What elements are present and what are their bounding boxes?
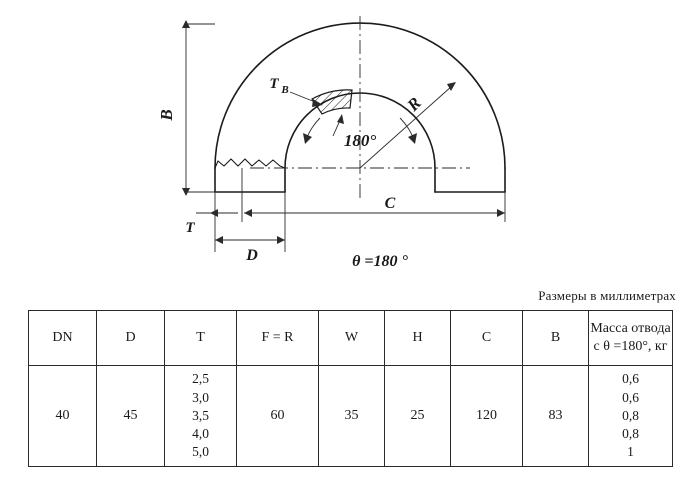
header-mass [589,311,673,366]
cell-mass [589,366,673,467]
header-dn: DN [29,311,97,366]
cell-mass-value: 0,6 [622,389,639,405]
cell-mass-value: 0,6 [622,371,639,387]
leader-wall-arrow [337,114,344,124]
cell-c: 120 [451,366,523,467]
label-angle-180: 180° [343,131,377,150]
label-B: B [157,109,176,121]
cell-t-value: 3,5 [192,407,209,423]
label-theta: θ =180 ° [352,253,408,270]
cell-mass-value: 1 [627,444,634,460]
label-T: T [185,220,195,236]
header-b: B [523,311,589,366]
label-R: R [403,93,425,115]
cell-mass-value: 0,8 [622,407,639,423]
angle-arrow-left [303,133,312,144]
angle-arrow-right [408,133,417,144]
cell-w: 35 [319,366,385,467]
cell-t-value: 3,0 [192,389,209,405]
wall-hatch-region [312,90,352,114]
units-note: Размеры в миллиметрах [538,288,676,303]
dim-C-arrow-right [497,209,505,217]
table-row [29,366,673,467]
dim-T-arrow [210,209,218,217]
dim-C-arrow-left [244,209,252,217]
cell-mass-value: 0,8 [622,426,639,442]
header-f-r: F = R [237,311,319,366]
cell-b: 83 [523,366,589,467]
specification-table [28,310,673,467]
dim-D-arrow-left [215,236,223,244]
dim-D-arrow-right [277,236,285,244]
label-Tb-subscript: В [281,84,289,96]
header-w: W [319,311,385,366]
label-D: D [246,247,258,264]
cell-t-value: 4,0 [192,426,209,442]
header-t: T [165,311,237,366]
header-c: C [451,311,523,366]
cell-h: 25 [385,366,451,467]
header-h: H [385,311,451,366]
cell-t-value: 5,0 [192,444,209,460]
section-break-line [215,159,285,168]
cell-d: 45 [97,366,165,467]
header-mass-line1: Масса отвода [590,320,671,336]
label-Tb: T [269,76,279,92]
cell-t [165,366,237,467]
header-d: D [97,311,165,366]
cell-f-r: 60 [237,366,319,467]
label-C: C [384,195,396,212]
table-header-row [29,311,673,366]
cell-dn: 40 [29,366,97,467]
cell-t-value: 2,5 [192,371,209,387]
header-mass-line2: с θ =180°, кг [593,339,668,354]
